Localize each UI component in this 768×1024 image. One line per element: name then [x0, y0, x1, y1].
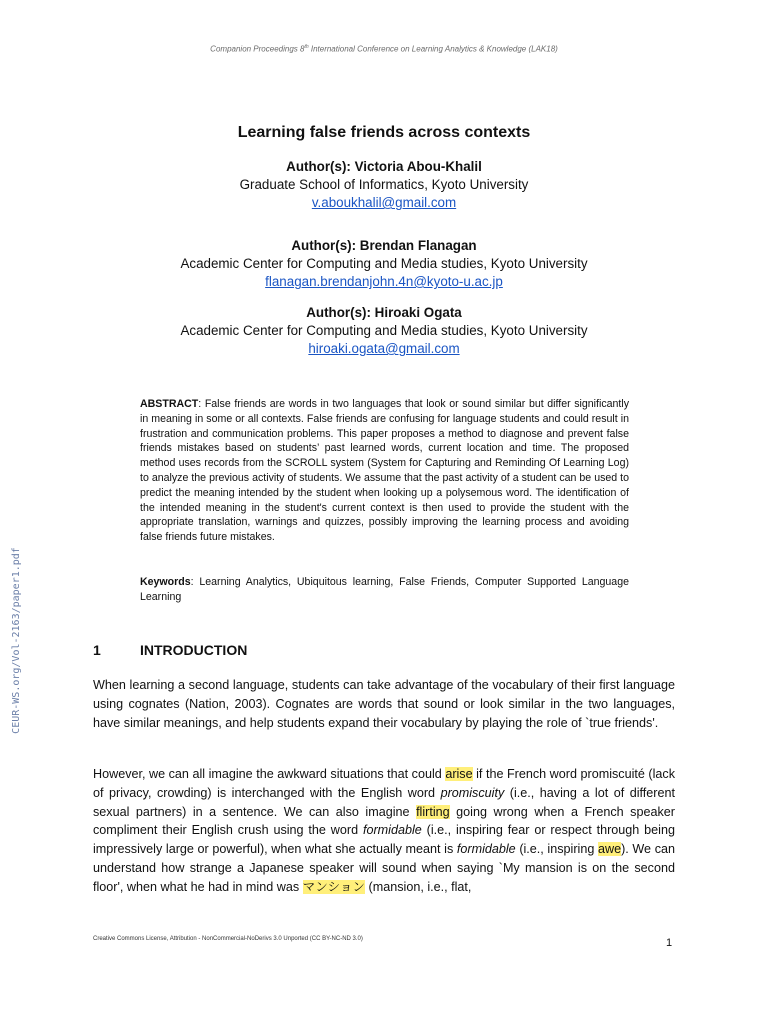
ceur-side-stamp — [8, 543, 24, 738]
highlight-awe: awe — [597, 842, 622, 857]
keywords-label: Keywords — [140, 576, 191, 588]
author-email-link[interactable]: v.aboukhalil@gmail.com — [311, 195, 457, 210]
intro-paragraph-1: When learning a second language, students can take advantage of the vocabulary of their first language using cognates (Nation, 2003). Cognates are words that sound or look similar in the two languages, have similar meanings, and help students expand their vocabulary by playing the role of `true friends'. — [93, 678, 675, 730]
running-head-text: Companion Proceedings 8 — [210, 44, 305, 54]
running-head-superscript: th — [304, 44, 309, 50]
abstract — [140, 397, 629, 545]
author-name: Author(s): Brendan Flanagan — [291, 238, 477, 253]
italic-promiscuity: promiscuity — [440, 785, 505, 800]
section-heading — [93, 642, 247, 658]
keywords-text: : Learning Analytics, Ubiquitous learning, False Friends, Computer Supported Language Learning — [140, 576, 629, 603]
author-block-3 — [0, 304, 768, 358]
running-head-text-rest: International Conference on Learning Analytics & Knowledge (LAK18) — [308, 44, 558, 54]
author-affiliation: Graduate School of Informatics, Kyoto University — [239, 177, 529, 192]
section-title: INTRODUCTION — [140, 642, 248, 658]
highlight-mansion-katakana: マンション — [302, 879, 366, 894]
footer-license: Creative Commons License, Attribution - NonCommercial-NoDerivs 3.0 Unported (CC BY-NC-ND 3.0) — [93, 936, 363, 942]
running-header — [0, 44, 768, 54]
body-text: ). We can understand how strange a Japanese speaker will sound when saying `My mansion is on the second floor', when what he had in mind was — [93, 842, 675, 894]
ceur-side-stamp-text: CEUR-WS.org/Vol-2163/paper1.pdf — [10, 547, 22, 734]
body-text: going wrong when a French speaker compliment their English crush using the word — [93, 804, 675, 838]
author-email-link[interactable]: flanagan.brendanjohn.4n@kyoto-u.ac.jp — [265, 274, 503, 289]
body-text: (i.e., inspiring — [515, 842, 598, 857]
author-name: Author(s): Victoria Abou-Khalil — [286, 159, 482, 174]
body-text: (mansion, i.e., flat, — [365, 879, 472, 894]
author-affiliation: Academic Center for Computing and Media studies, Kyoto University — [180, 256, 588, 271]
section-number: 1 — [93, 642, 101, 658]
highlight-arise: arise — [445, 767, 473, 781]
author-affiliation: Academic Center for Computing and Media studies, Kyoto University — [180, 323, 588, 338]
body-text: However, we can all imagine the awkward situations that could — [93, 767, 446, 781]
highlight-flirting: flirting — [416, 804, 450, 819]
body-text: (i.e., inspiring fear or respect through being impressively large or powerful), when what she actually meant is — [93, 823, 675, 857]
intro-paragraph-2 — [93, 765, 675, 897]
author-email-link[interactable]: hiroaki.ogata@gmail.com — [308, 341, 460, 356]
paper-title: Learning false friends across contexts — [237, 124, 531, 141]
author-block-1 — [0, 158, 768, 212]
page-number: 1 — [666, 937, 673, 949]
author-block-2 — [0, 237, 768, 291]
italic-formidable-2: formidable — [456, 842, 516, 857]
abstract-text: : False friends are words in two languages that look or sound similar but differ significantly in meaning in some or all contexts. False friends are confusing for language students and could result in frustration and communication problems. This paper proposes a method to diagnose and prevent false friends mistakes based on students’ past learned words, current location and time. The proposed method uses records from the SCROLL system (System for Capturing and Reminding Of Learning Log) to analyze the previous activity of students. We assume that the past activity of a student can be used to predict the meaning intended by the student when looking up a polysemous word. The identification of the intended meaning in the student's current context is then used to provide the student with the appropriate translation, warnings and quizzes, possibly improving the learning process and avoiding false friends future mistakes. — [140, 398, 629, 544]
body-text: (i.e., having a lot of different sexual partners) in a sentence. We can also imagine — [93, 785, 675, 819]
italic-formidable: formidable — [362, 823, 422, 838]
abstract-label: ABSTRACT — [140, 398, 199, 410]
body-text: if the French word promiscuité (lack of privacy, crowding) is interchanged with the English word — [93, 767, 675, 800]
author-name: Author(s): Hiroaki Ogata — [306, 305, 462, 320]
keywords — [140, 575, 629, 605]
